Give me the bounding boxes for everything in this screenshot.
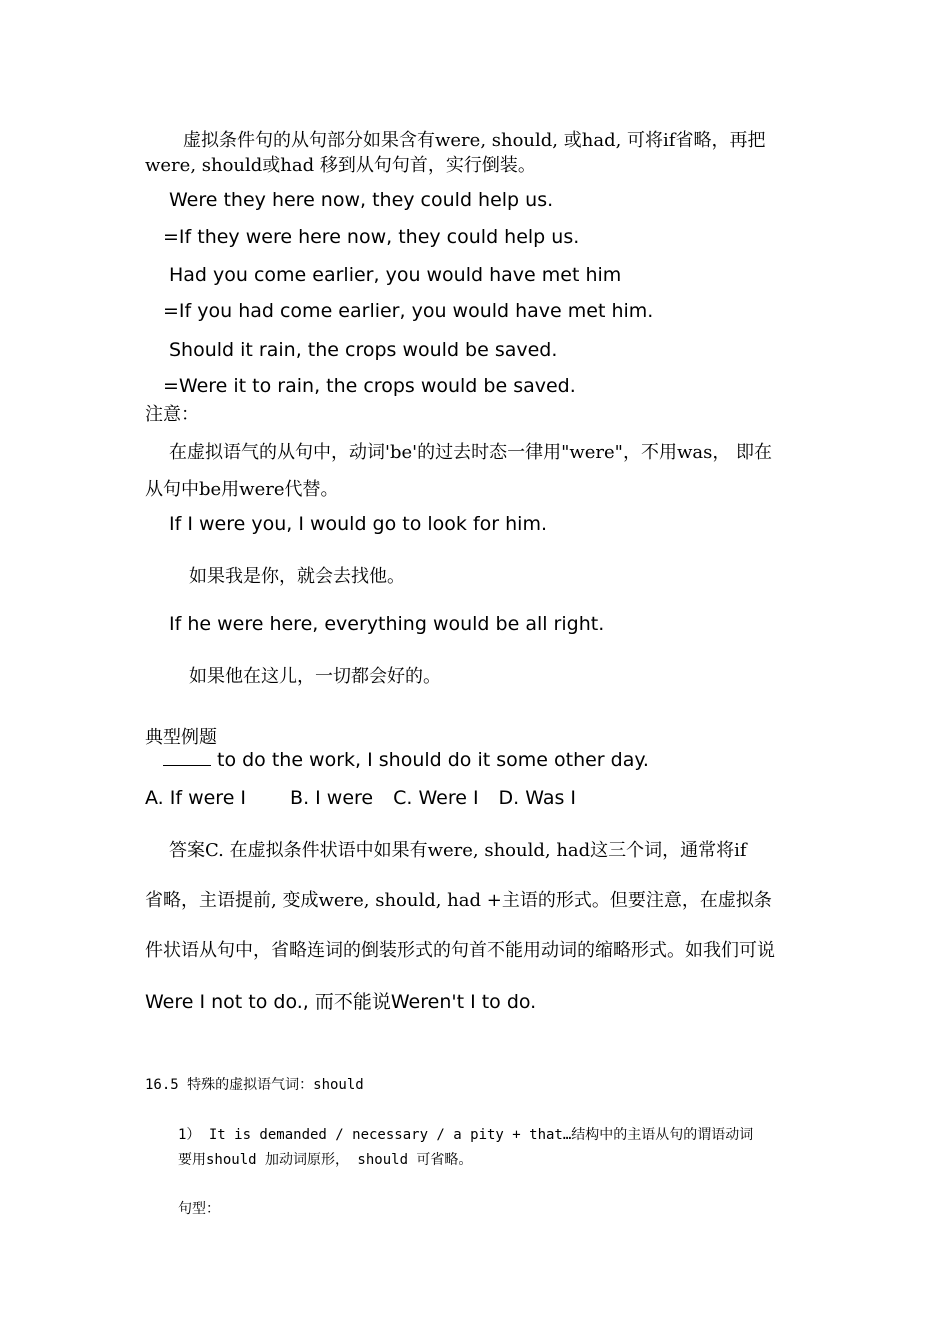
section-16-5-title: 16.5 特殊的虚拟语气词：should bbox=[145, 1077, 364, 1093]
option-a: A. If were I bbox=[145, 787, 247, 809]
section-16-5-item-1-line-1: 1） It is demanded / necessary / a pity + that…结构中的主语从句的谓语动词 bbox=[178, 1127, 754, 1143]
note-example-1-zh: 如果我是你，就会去找他。 bbox=[189, 566, 405, 587]
answer-blank bbox=[163, 751, 211, 766]
inversion-example-3: Had you come earlier, you would have met him bbox=[169, 264, 622, 286]
answer-line-2: 省略，主语提前, 变成were, should, had +主语的形式。但要注意，在虚拟条 bbox=[145, 890, 772, 911]
note-example-2-zh: 如果他在这儿，一切都会好的。 bbox=[189, 666, 441, 687]
question-text: to do the work, I should do it some other day. bbox=[217, 749, 649, 771]
inversion-example-4: =If you had come earlier, you would have met him. bbox=[163, 300, 654, 322]
inversion-example-6: =Were it to rain, the crops would be saved. bbox=[163, 375, 576, 397]
example-problem-options bbox=[145, 787, 588, 809]
answer-line-4: Were I not to do., 而不能说Weren't I to do. bbox=[145, 991, 537, 1013]
option-d: D. Was I bbox=[498, 787, 577, 809]
inversion-intro-line-1: 虚拟条件句的从句部分如果含有were, should, 或had, 可将if省略，再把 bbox=[183, 130, 766, 151]
sentence-pattern-label: 句型： bbox=[178, 1201, 220, 1217]
option-b: B. I were bbox=[290, 787, 374, 809]
inversion-example-1: Were they here now, they could help us. bbox=[169, 189, 554, 211]
note-example-2-en: If he were here, everything would be all right. bbox=[169, 613, 605, 635]
example-problem-heading: 典型例题 bbox=[145, 727, 217, 748]
note-line-1: 在虚拟语气的从句中，动词'be'的过去时态一律用"were"，不用was， 即在 bbox=[169, 442, 773, 463]
note-example-1-en: If I were you, I would go to look for him. bbox=[169, 513, 547, 535]
inversion-example-2: =If they were here now, they could help us. bbox=[163, 226, 580, 248]
answer-line-3: 件状语从句中，省略连词的倒装形式的句首不能用动词的缩略形式。如我们可说 bbox=[145, 940, 775, 961]
inversion-intro-line-2: were, should或had 移到从句句首，实行倒装。 bbox=[145, 155, 536, 176]
option-c: C. Were I bbox=[393, 787, 479, 809]
note-line-2: 从句中be用were代替。 bbox=[145, 479, 339, 500]
answer-line-1: 答案C. 在虚拟条件状语中如果有were, should, had这三个词，通常将if bbox=[169, 840, 747, 861]
section-16-5-item-1-line-2: 要用should 加动词原形， should 可省略。 bbox=[178, 1152, 473, 1168]
note-heading: 注意： bbox=[145, 404, 199, 425]
example-problem-question bbox=[163, 749, 649, 771]
inversion-example-5: Should it rain, the crops would be saved. bbox=[169, 339, 558, 361]
